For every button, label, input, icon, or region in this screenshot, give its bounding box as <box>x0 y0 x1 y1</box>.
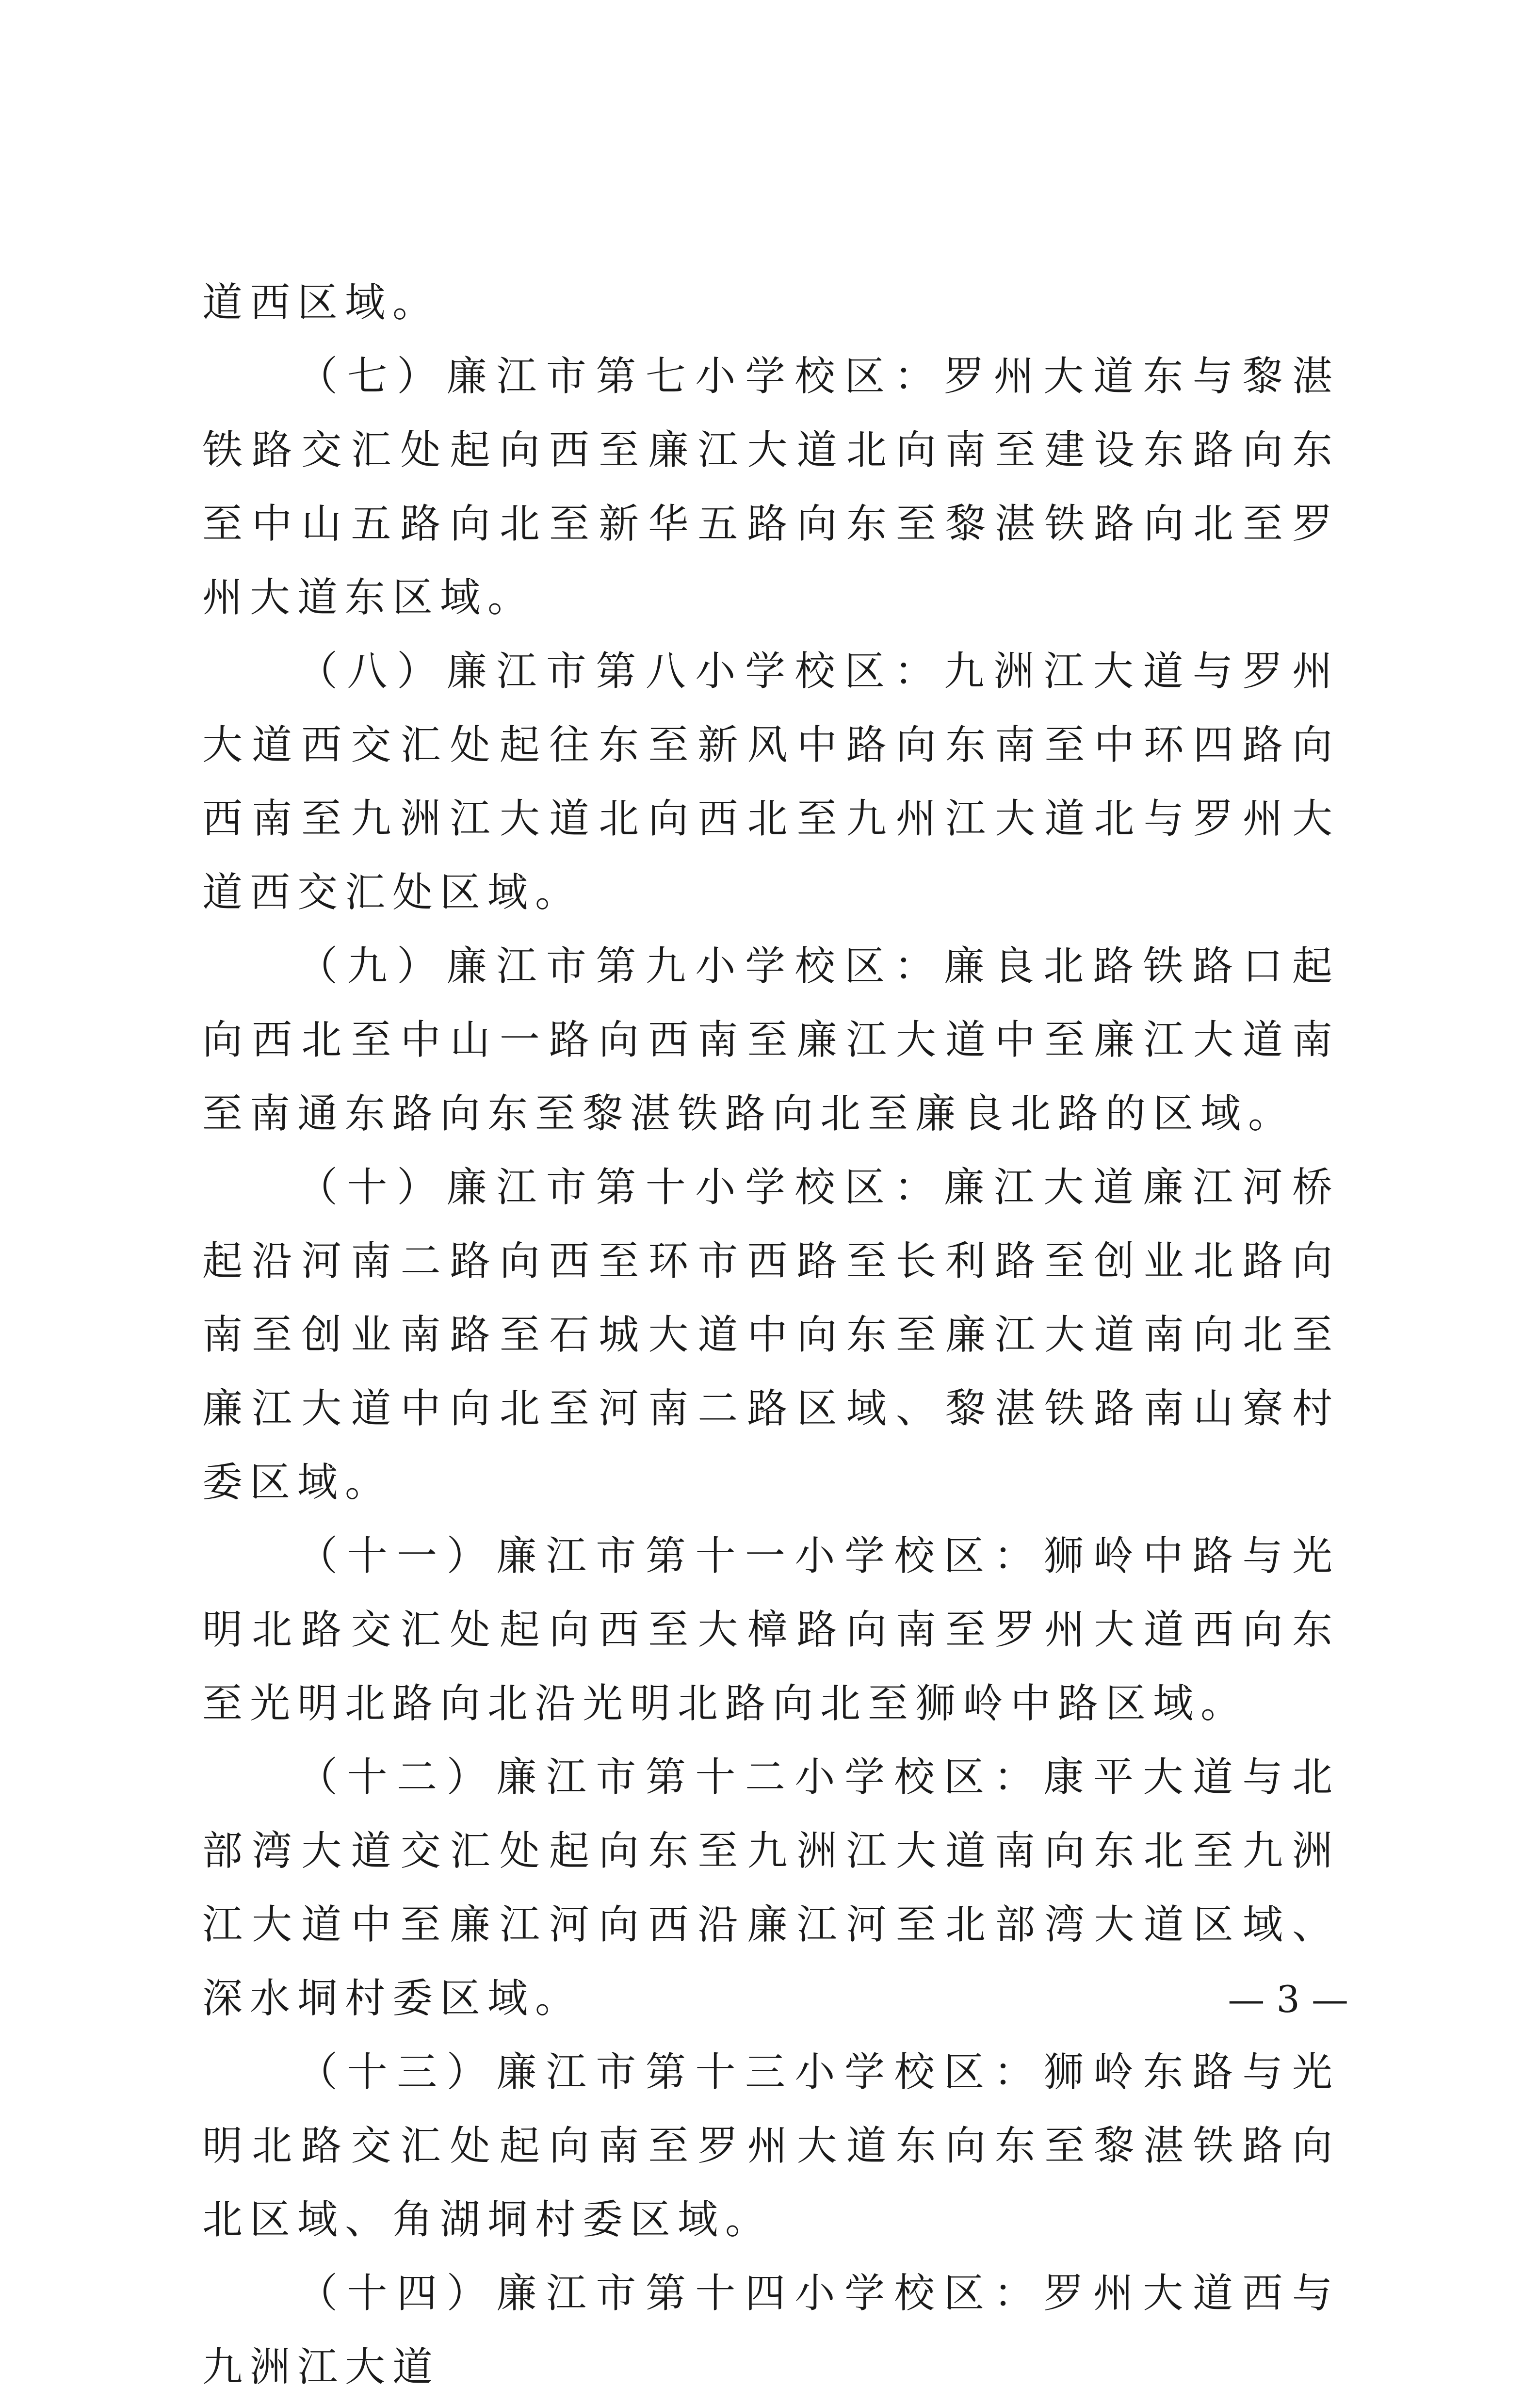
paragraph-school-11: （十一）廉江市第十一小学校区：狮岭中路与光明北路交汇处起向西至大樟路向南至罗州大道西向东至光明北路向北沿光明北路向北至狮岭中路区域。 <box>202 1532 1340 1727</box>
paragraph-school-12: （十二）廉江市第十二小学校区：康平大道与北部湾大道交汇处起向东至九洲江大道南向东北至九洲江大道中至廉江河向西沿廉江河至北部湾大道区域、深水垌村委区域。 <box>202 1754 1340 2022</box>
paragraph-continuation: 道西区域。 <box>202 279 440 326</box>
paragraph-school-8: （八）廉江市第八小学校区：九洲江大道与罗州大道西交汇处起往东至新风中路向东南至中环四路向西南至九洲江大道北向西北至九州江大道北与罗州大道西交汇处区域。 <box>202 648 1340 916</box>
paragraph-school-14: （十四）廉江市第十四小学校区：罗州大道西与九洲江大道 <box>202 2270 1340 2390</box>
page-number: — 3 — <box>1228 1978 1348 2021</box>
paragraph-school-13: （十三）廉江市第十三小学校区：狮岭东路与光明北路交汇处起向南至罗州大道东向东至黎湛铁路向北区域、角湖垌村委区域。 <box>202 2048 1340 2243</box>
paragraph-school-10: （十）廉江市第十小学校区：廉江大道廉江河桥起沿河南二路向西至环市西路至长利路至创业北路向南至创业南路至石城大道中向东至廉江大道南向北至廉江大道中向北至河南二路区域、黎湛铁路南山寮村委区域。 <box>202 1164 1340 1506</box>
paragraph-school-9: （九）廉江市第九小学校区：廉良北路铁路口起向西北至中山一路向西南至廉江大道中至廉江大道南至南通东路向东至黎湛铁路向北至廉良北路的区域。 <box>202 942 1340 1137</box>
document-body <box>202 266 1340 2404</box>
paragraph-school-7: （七）廉江市第七小学校区：罗州大道东与黎湛铁路交汇处起向西至廉江大道北向南至建设东路向东至中山五路向北至新华五路向东至黎湛铁路向北至罗州大道东区域。 <box>202 353 1340 621</box>
